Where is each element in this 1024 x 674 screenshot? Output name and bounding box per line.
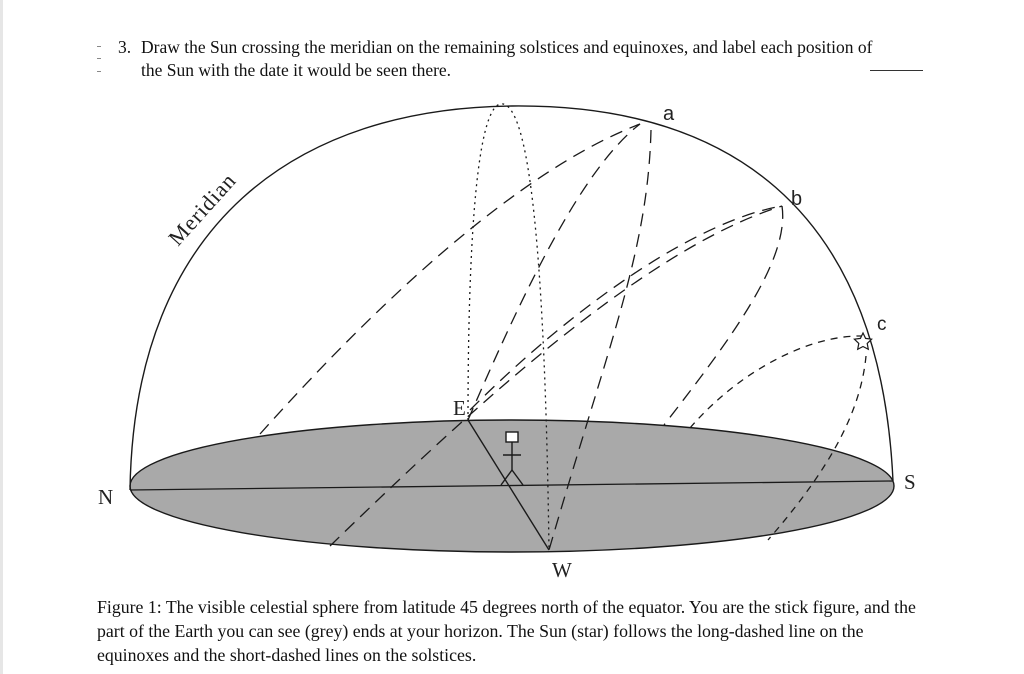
sun-path-b-descent — [664, 206, 783, 425]
solstice-path-front — [690, 336, 862, 428]
label-north: N — [98, 485, 114, 509]
meridian-label: Meridian — [163, 167, 242, 251]
question-text: Draw the Sun crossing the meridian on the remaining solstices and equinoxes, and label each position of the Sun with the date it would be seen there. — [141, 37, 873, 80]
label-west: W — [552, 558, 572, 582]
label-c: c — [877, 314, 887, 335]
label-b: b — [791, 188, 803, 210]
label-a: a — [663, 103, 675, 125]
question-number: 3. — [118, 37, 132, 57]
equinox-path-back — [260, 124, 640, 434]
figure-caption: Figure 1: The visible celestial sphere from latitude 45 degrees north of the equator. You are the stick figure, and the part of the Earth you can see (grey) ends at your horizon. The Sun (star) follows the long-dashed line on the equinoxes and the short-dashed lines on the solstices. — [97, 597, 916, 665]
label-east: E — [453, 396, 466, 420]
equinox-path-front — [468, 124, 640, 420]
label-south: S — [904, 470, 916, 494]
sun-path-b-back — [470, 206, 782, 410]
